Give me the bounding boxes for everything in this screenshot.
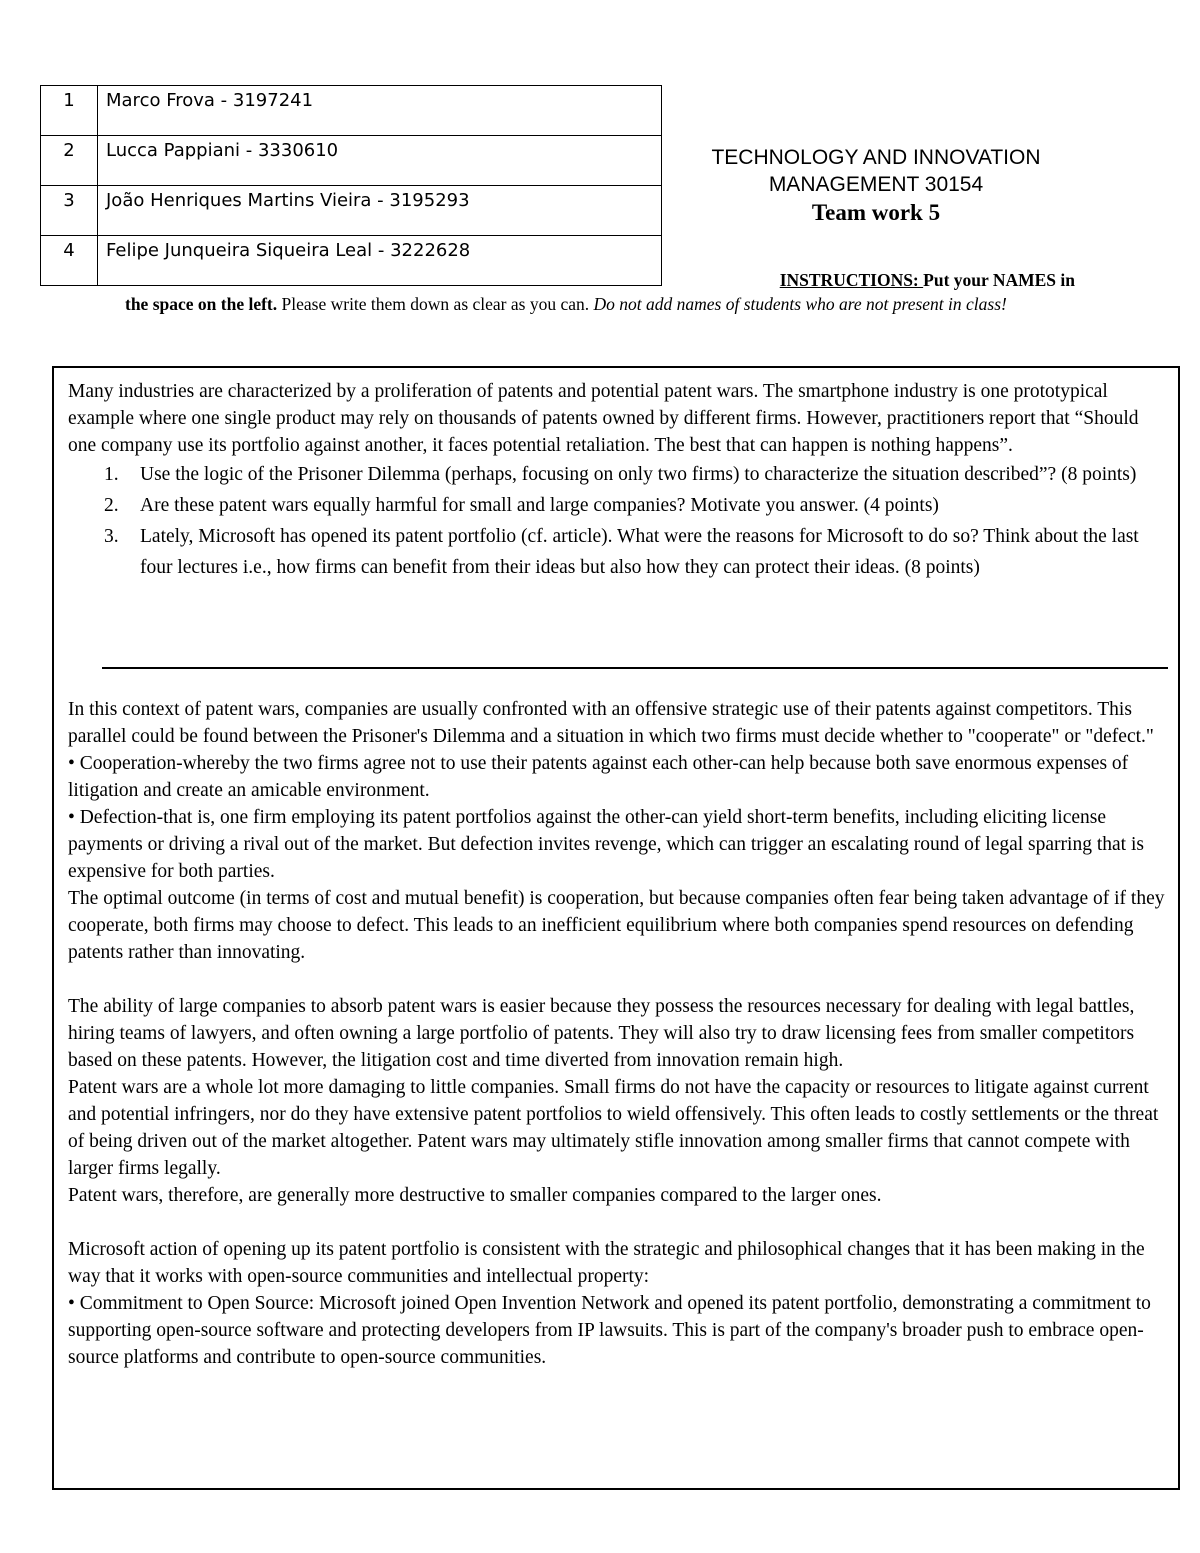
student-name: Marco Frova - 3197241 [98, 86, 662, 136]
instructions-space-left: the space on the left. [125, 294, 278, 314]
question-intro: Many industries are characterized by a proliferation of patents and potential patent wars. The smartphone industry is one prototypical example where one single product may rely on thousands of patents owned by different firms. However, practitioners report that “Should one company use its portfolio against another, it faces potential retaliation. The best that can happen is nothing happens”. [68, 381, 1139, 456]
instructions-body [125, 292, 1075, 316]
answer3-paragraph: Microsoft action of opening up its patent portfolio is consistent with the strategic and philosophical changes that it has been making in the way that it works with open-source communities and intellectual property: [68, 1239, 1145, 1287]
course-title-line1: TECHNOLOGY AND INNOVATION [711, 146, 1041, 169]
instructions-names: Put your NAMES in [923, 270, 1075, 290]
answer1-paragraph: In this context of patent wars, companies are usually confronted with an offensive strategic use of their patents against competitors. This parallel could be found between the Prisoner's Dilemma and a situation in which two firms must decide whether to "cooperate" or "defect." [68, 699, 1154, 747]
answer2-paragraph: The ability of large companies to absorb patent wars is easier because they possess the resources necessary for dealing with legal battles, hiring teams of lawyers, and often owning a large portfolio of patents. They will also try to draw licensing fees from smaller competitors based on these patents. However, the litigation cost and time diverted from innovation remain high. [68, 996, 1135, 1071]
question-text: Use the logic of the Prisoner Dilemma (perhaps, focusing on only two firms) to characterize the situation described”? (8 points) [140, 464, 1137, 485]
instructions-label: INSTRUCTIONS: [779, 270, 924, 290]
row-number: 4 [41, 236, 98, 286]
question-number: 2. [104, 495, 119, 516]
answer1-conclusion: The optimal outcome (in terms of cost and mutual benefit) is cooperation, but because companies often fear being taken advantage of if they cooperate, both firms may choose to defect. This leads to an inefficient equilibrium where both companies spend resources on defending patents rather than innovating. [68, 888, 1165, 963]
question-section [68, 378, 1168, 583]
question-list [68, 459, 1168, 583]
course-title [676, 144, 1076, 198]
question-item [68, 459, 1168, 490]
row-number: 2 [41, 136, 98, 186]
names-table [40, 85, 662, 286]
question-item [68, 521, 1168, 583]
team-work-title: Team work 5 [811, 200, 941, 225]
instructions-warning: Do not add names of students who are not present in class! [593, 294, 1007, 314]
answer1-defection: • Defection-that is, one firm employing its patent portfolios against the other-can yield short-term benefits, including eliciting license payments or driving a rival out of the market. But defection invites revenge, which can trigger an escalating round of legal sparring that is expensive for both parties. [68, 807, 1144, 882]
table-row [41, 186, 662, 236]
answer2-conclusion: Patent wars, therefore, are generally more destructive to smaller companies compared to the larger ones. [68, 1185, 882, 1206]
table-row [41, 86, 662, 136]
answers-section [68, 696, 1168, 1371]
answer1-cooperation: • Cooperation-whereby the two firms agree not to use their patents against each other-can help because both save enormous expenses of litigation and create an amicable environment. [68, 753, 1129, 801]
answer2-small-firms: Patent wars are a whole lot more damaging to little companies. Small firms do not have the capacity or resources to litigate against current and potential infringers, nor do they have extensive patent portfolios to wield offensively. This often leads to costly settlements or the threat of being driven out of the market altogether. Patent wars may ultimately stifle innovation among smaller firms that cannot compete with larger firms legally. [68, 1077, 1159, 1179]
question-text: Lately, Microsoft has opened its patent portfolio (cf. article). What were the reasons for Microsoft to do so? Think about the last four lectures i.e., how firms can benefit from their ideas but also how they can protect their ideas. (8 points) [140, 526, 1139, 578]
row-number: 3 [41, 186, 98, 236]
student-name: João Henriques Martins Vieira - 3195293 [98, 186, 662, 236]
instructions-line1 [125, 268, 1075, 292]
instructions [125, 268, 1075, 316]
spacer [68, 966, 1168, 993]
student-name: Felipe Junqueira Siqueira Leal - 3222628 [98, 236, 662, 286]
question-item [68, 490, 1168, 521]
table-row [41, 136, 662, 186]
question-text: Are these patent wars equally harmful for small and large companies? Motivate you answer. (4 points) [140, 495, 939, 516]
instructions-write-clear: Please write them down as clear as you can. [277, 294, 594, 314]
divider [102, 667, 1168, 669]
assignment-box [52, 366, 1180, 1490]
spacer [68, 1209, 1168, 1236]
question-number: 3. [104, 526, 119, 547]
student-name: Lucca Pappiani - 3330610 [98, 136, 662, 186]
course-title-line2: MANAGEMENT 30154 [768, 173, 984, 196]
question-number: 1. [104, 464, 119, 485]
row-number: 1 [41, 86, 98, 136]
answer3-open-source: • Commitment to Open Source: Microsoft joined Open Invention Network and opened its patent portfolio, demonstrating a commitment to supporting open-source software and protecting developers from IP lawsuits. This is part of the company's broader push to embrace open-source platforms and contribute to open-source communities. [68, 1293, 1151, 1368]
